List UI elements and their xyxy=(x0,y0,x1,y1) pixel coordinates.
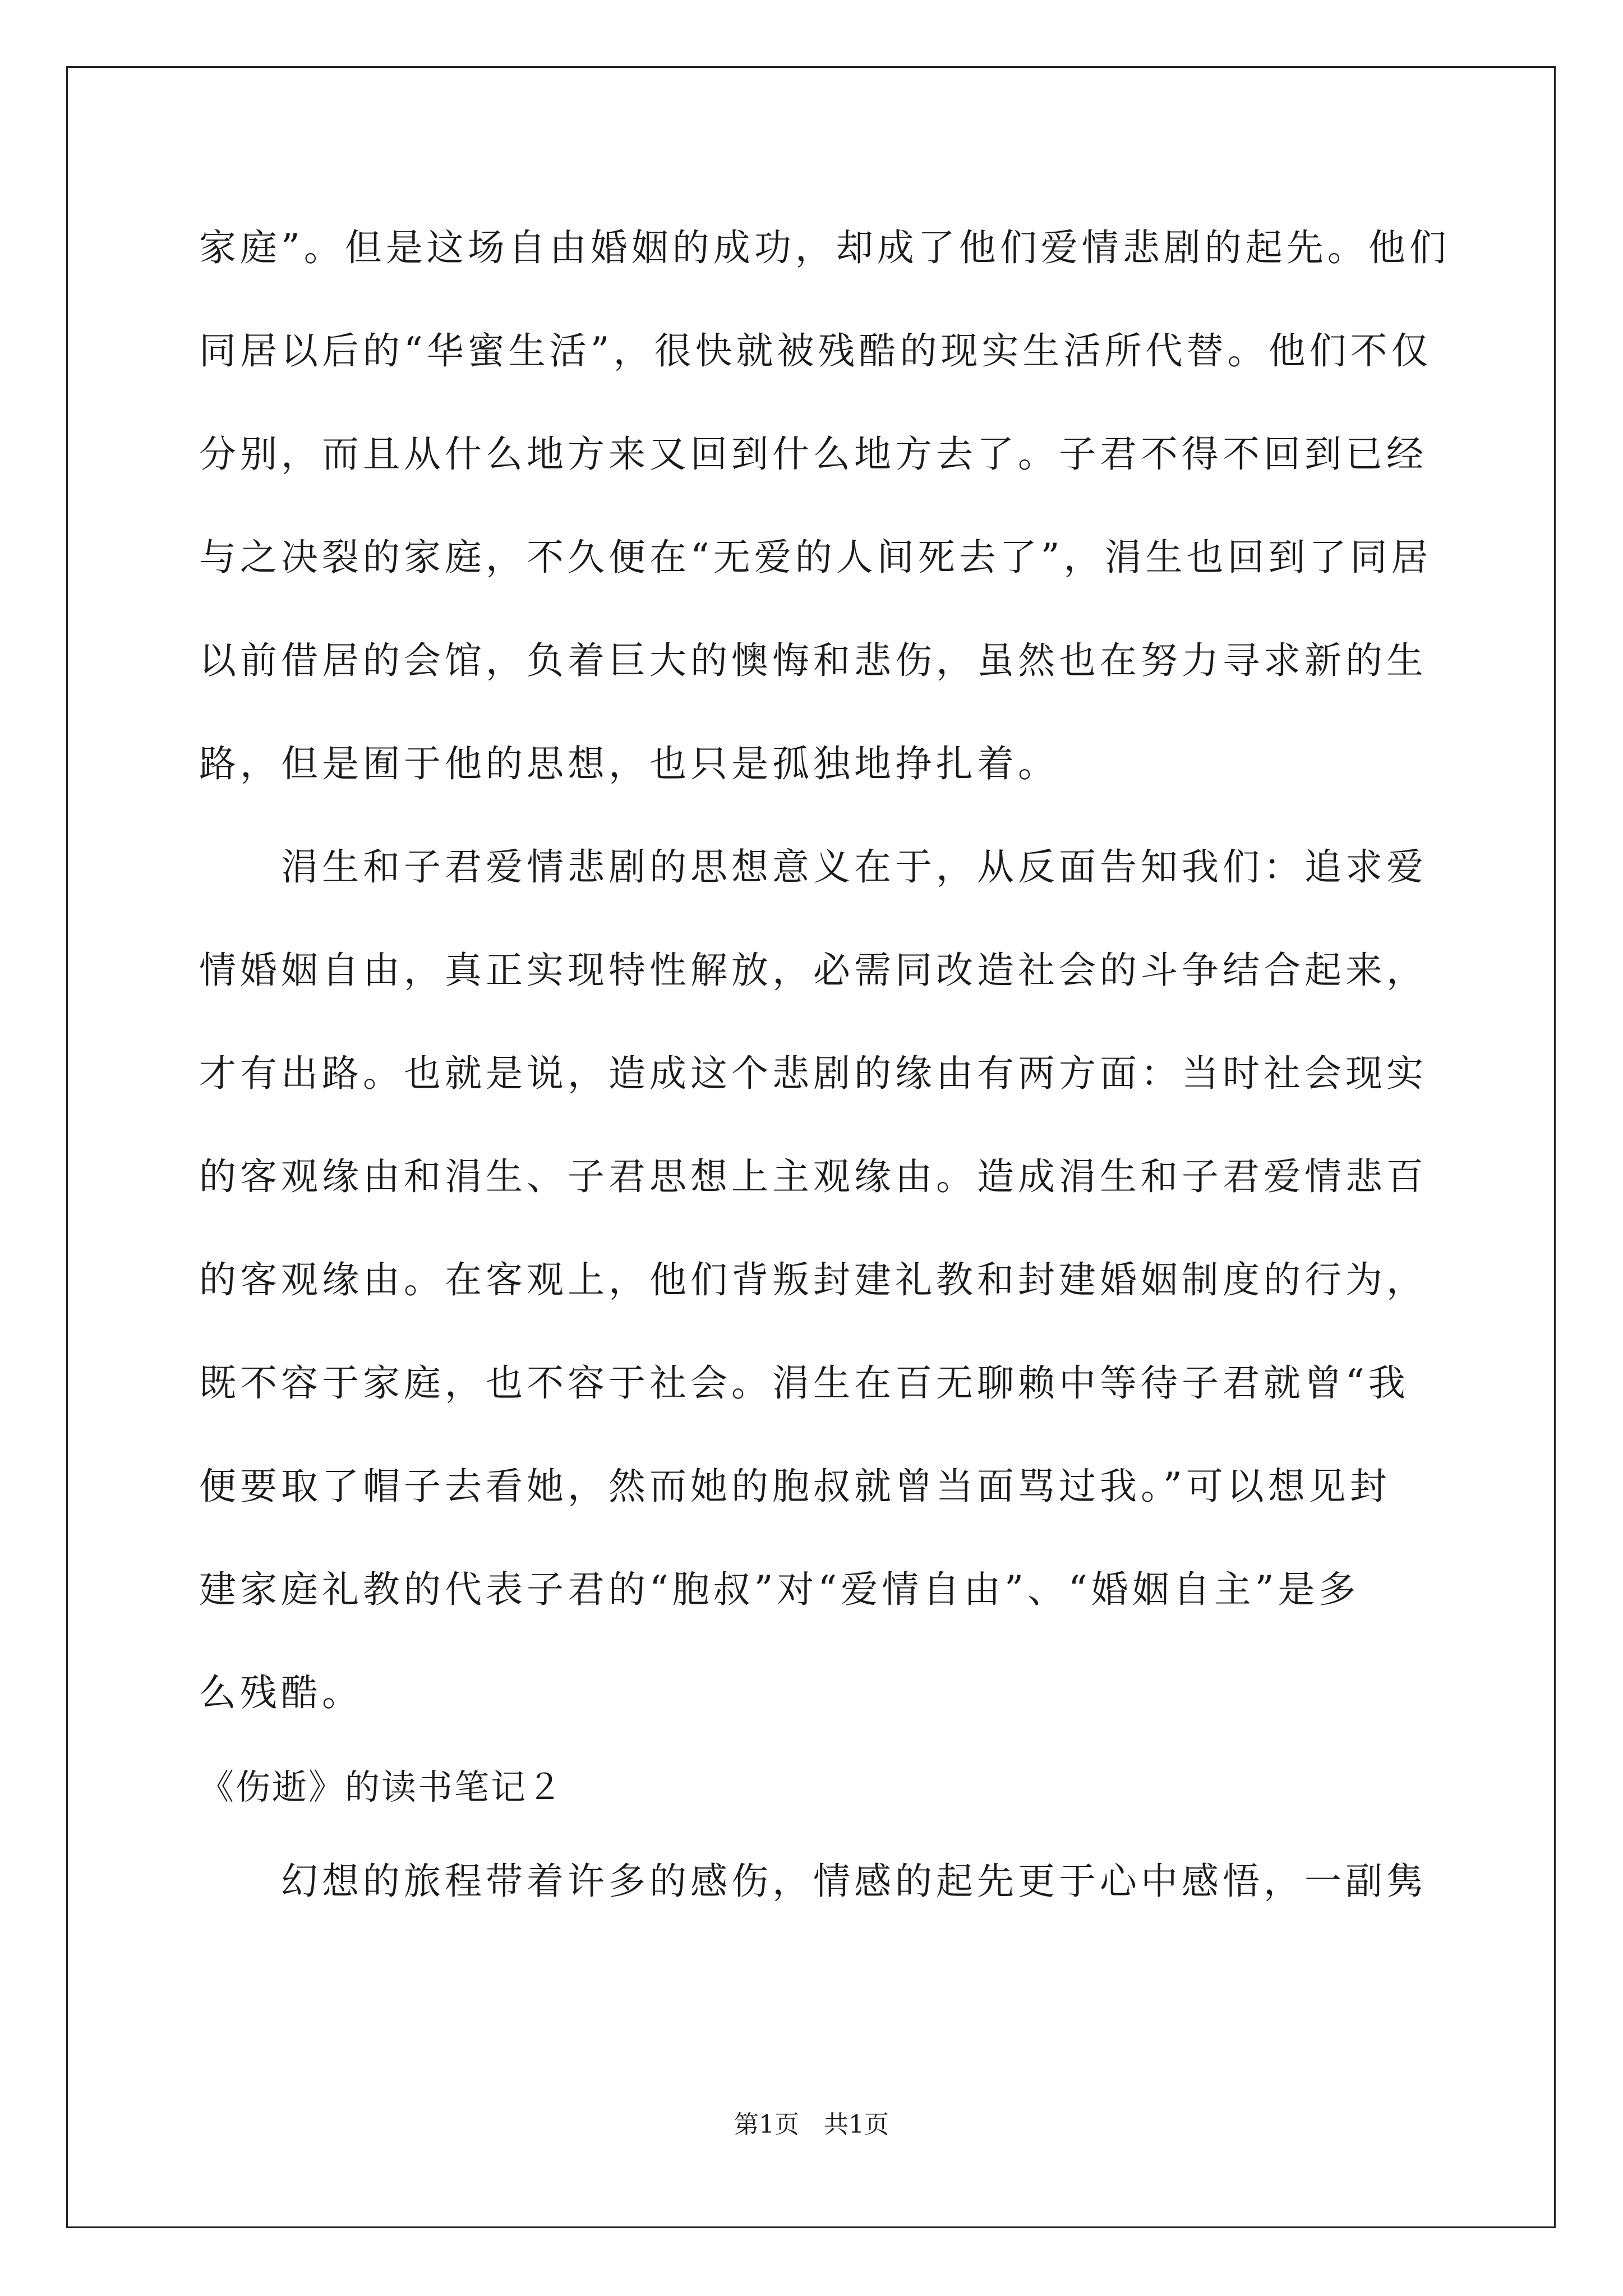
body-line-10: 的客观缘由和涓生、子君思想上主观缘由。造成涓生和子君爱情悲百 xyxy=(199,1155,1427,1198)
body-line-11: 的客观缘由。在客观上，他们背叛封建礼教和封建婚姻制度的行为， xyxy=(199,1258,1427,1301)
body-line-12: 既不容于家庭，也不容于社会。涓生在百无聊赖中等待子君就曾“我 xyxy=(199,1361,1409,1405)
body-line-9: 才有出路。也就是说，造成这个悲剧的缘由有两方面：当时社会现实 xyxy=(199,1052,1427,1095)
body-line-6: 路，但是囿于他的思想，也只是孤独地挣扎着。 xyxy=(199,742,1059,785)
body-line-2: 同居以后的“华蜜生活”，很快就被残酷的现实生活所代替。他们不仅 xyxy=(199,329,1432,372)
body-line-13: 便要取了帽子去看她，然而她的胞叔就曾当面骂过我。”可以想见封 xyxy=(199,1465,1391,1508)
body-line-15: 么残酷。 xyxy=(199,1671,363,1714)
body-line-4: 与之决裂的家庭，不久便在“无爱的人间死去了”，涓生也回到了同居 xyxy=(199,536,1432,579)
body-line-8: 情婚姻自由，真正实现特性解放，必需同改造社会的斗争结合起来， xyxy=(199,949,1427,992)
body-line-3: 分别，而且从什么地方来又回到什么地方去了。子君不得不回到已经 xyxy=(199,432,1427,476)
body-line-16: 幻想的旅程带着许多的感伤，情感的起先更于心中感悟，一副隽 xyxy=(199,1860,1427,1903)
body-line-5: 以前借居的会馆，负着巨大的懊悔和悲伤，虽然也在努力寻求新的生 xyxy=(199,639,1427,682)
section-heading: 《伤逝》的读书笔记２ xyxy=(199,1766,564,1807)
body-line-14: 建家庭礼教的代表子君的“胞叔”对“爱情自由”、“婚姻自主”是多 xyxy=(199,1568,1360,1611)
page-footer: 第1页 共1页 xyxy=(734,2110,889,2139)
body-line-7: 涓生和子君爱情悲剧的思想意义在于，从反面告知我们：追求爱 xyxy=(199,845,1427,889)
body-line-1: 家庭”。但是这场自由婚姻的成功，却成了他们爱情悲剧的起先。他们 xyxy=(199,226,1450,269)
